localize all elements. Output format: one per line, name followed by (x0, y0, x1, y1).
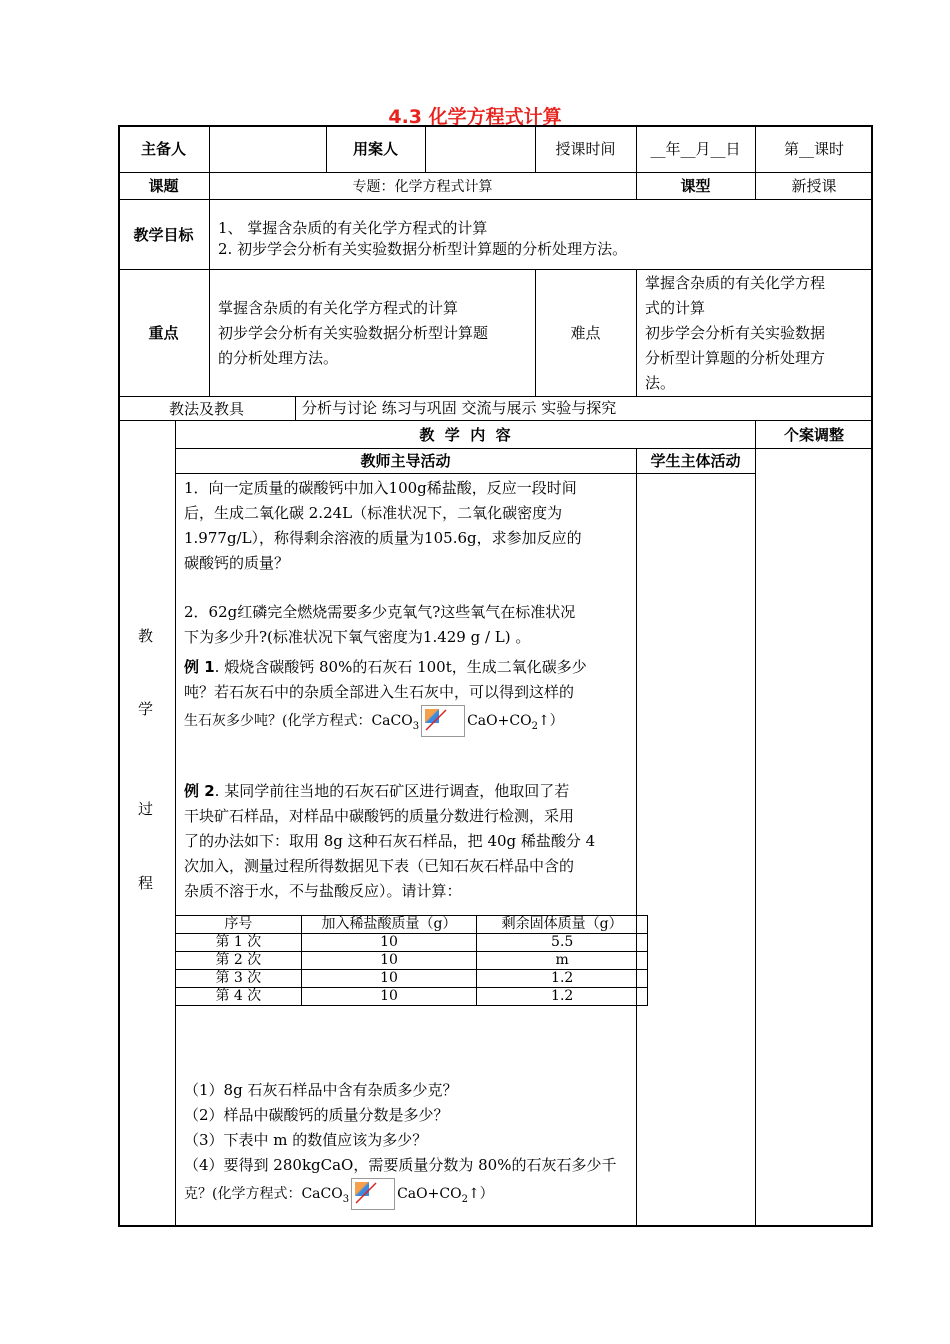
page-title: 4.3 化学方程式计算 (388, 106, 562, 128)
key-points-label: 重点 (148, 324, 179, 342)
methods-label: 教法及教具 (168, 399, 244, 418)
goal-item: 1、 掌握含杂质的有关化学方程式的计算 (218, 219, 488, 237)
type-value: 新授课 (791, 177, 837, 195)
topic-value: 专题：化学方程式计算 (352, 178, 493, 195)
goal-item: 2. 初步学会分析有关实验数据分析型计算题的分析处理方法。 (218, 240, 628, 258)
goals-list (218, 218, 628, 260)
student-header: 学生主体活动 (650, 452, 741, 470)
example-1: 例 1. 煅烧含碳酸钙 80%的石灰石 100t，生成二氧化碳多少 吨？若石灰石中的杂质全部进入生石灰中，可以得到这样的 生石灰多少吨？(化学方程式：CaCO$_3$ $CaO+CO_2↑$） (184, 655, 587, 739)
reaction-condition-image (421, 705, 465, 737)
process-label-char: 教 (138, 627, 154, 645)
process-label-char: 学 (138, 700, 154, 718)
user-label: 用案人 (352, 140, 398, 158)
table-header-row: 序号 加入稀盐酸质量（g） 剩余固体质量（g） (176, 916, 648, 934)
period-field: 第__课时 (783, 140, 844, 158)
teacher-header: 教师主导活动 (360, 452, 451, 470)
question-2: 2．62g红磷完全燃烧需要多少克氧气?这些氧气在标准状况 下为多少升?(标准状况下氧气密度为1.429 g / L) 。 (184, 603, 576, 646)
table-row: 第 4 次 10 1.2 (176, 988, 648, 1006)
type-label: 课型 (680, 177, 711, 195)
time-label: 授课时间 (555, 140, 616, 158)
table-row: 第 1 次 10 5.5 (176, 934, 648, 952)
process-label-char: 程 (138, 874, 154, 892)
table-row: 第 3 次 10 1.2 (176, 970, 648, 988)
difficulty-label: 难点 (570, 324, 601, 342)
date-field: __年__月__日 (650, 140, 741, 158)
process-label-char: 过 (138, 800, 154, 818)
sub-questions: （1）8g 石灰石样品中含有杂质多少克？ （2）样品中碳酸钙的质量分数是多少？ （3）下表中 m 的数值应该为多少？ （4）要得到 280kgCaO，需要质量分数为 80%的石灰石多少千 克？(化学方程式：CaCO$_3$ $CaO+CO_2↑$） (184, 1078, 616, 1212)
topic-label: 课题 (148, 177, 179, 195)
example-2: 例 2. 某同学前往当地的石灰石矿区进行调查，他取回了若 干块矿石样品，对样品中碳酸钙的质量分数进行检测，采用 了的办法如下：取用 8g 这种石灰石样品，把 40g 稀盐酸分 4 次加入，测量过程所得数据见下表（已知石灰石样品中含的 杂质不溶于水，不与盐酸反应）。请计算： (184, 782, 596, 900)
key-points-text: 掌握含杂质的有关化学方程式的计算 初步学会分析有关实验数据分析型计算题 的分析处理方法。 (218, 299, 489, 367)
goals-label: 教学目标 (133, 225, 194, 244)
difficulty-text: 掌握含杂质的有关化学方程 式的计算 初步学会分析有关实验数据 分析型计算题的分析处理方 法。 (645, 274, 826, 392)
adjust-header: 个案调整 (783, 425, 844, 444)
question-1: 1．向一定质量的碳酸钙中加入100g稀盐酸，反应一段时间 后，生成二氧化碳 2.24L（标准状况下，二氧化碳密度为 1.977g/L），称得剩余溶液的质量为105.6g，求参加反应的 碳酸钙的质量？ (184, 479, 582, 572)
content-header: 教 学 内 容 (419, 425, 511, 444)
data-table (175, 915, 648, 1006)
table-row: 第 2 次 10 m (176, 952, 648, 970)
methods-value: 分析与讨论 练习与巩固 交流与展示 实验与探究 (302, 399, 617, 417)
example-1-label: 例 1 (184, 658, 215, 676)
preparer-label: 主备人 (140, 140, 186, 158)
reaction-condition-image (351, 1178, 395, 1210)
example-2-label: 例 2 (184, 782, 215, 800)
